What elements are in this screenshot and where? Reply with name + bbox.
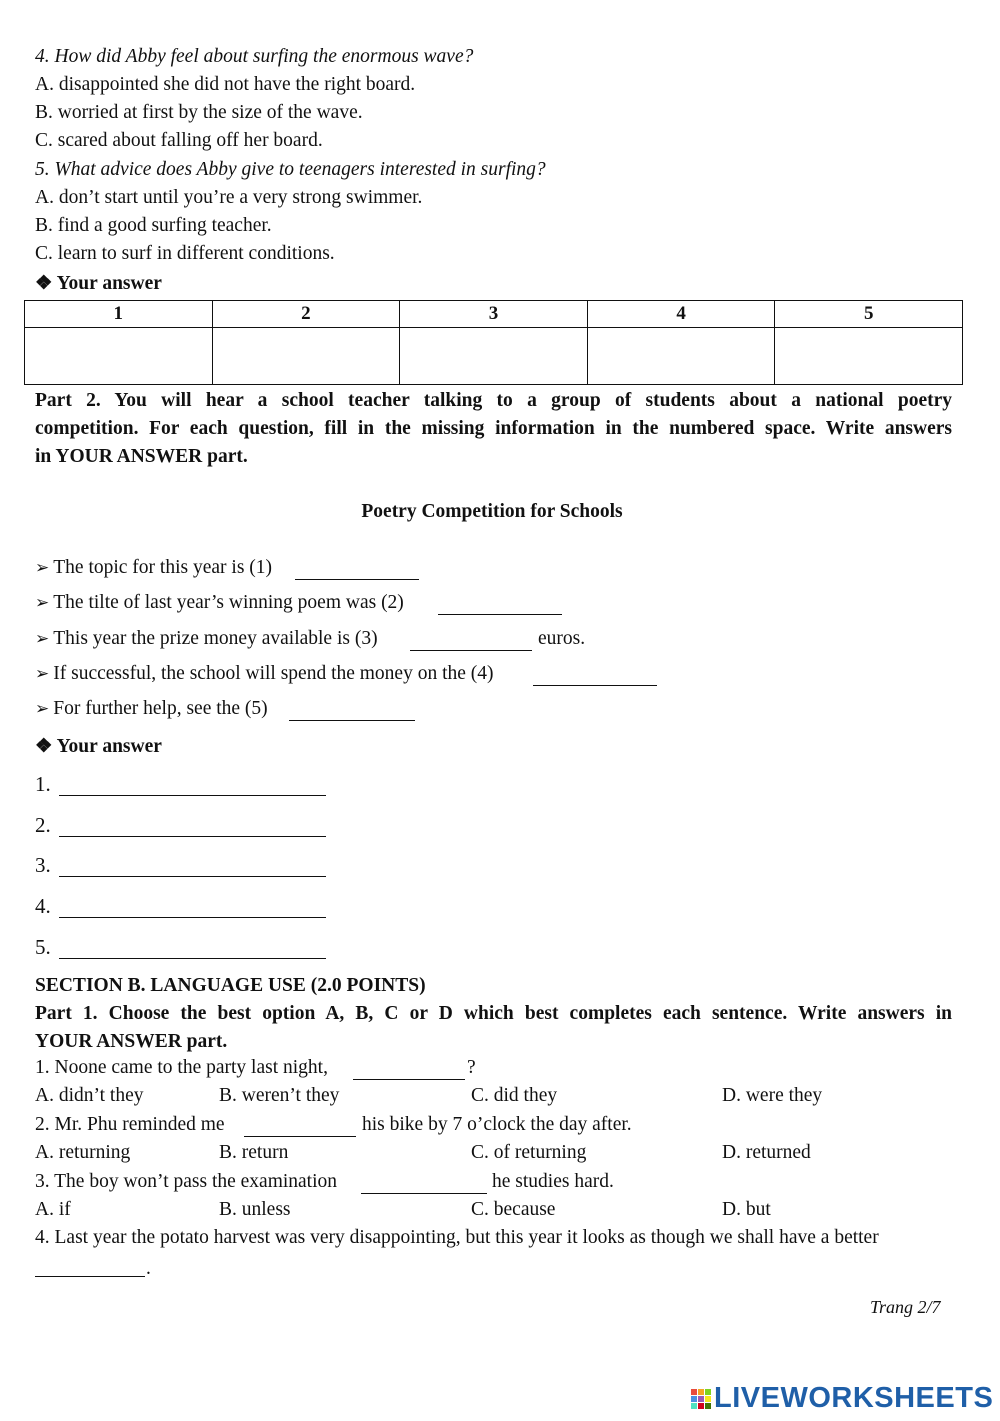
poetry-title: Poetry Competition for Schools <box>361 501 623 522</box>
poetry-item-1 <box>35 557 272 579</box>
q5-option-c: C. learn to surf in different conditions. <box>35 243 335 264</box>
answer-number: 3. <box>35 853 51 877</box>
answer-table-header: 5 <box>775 301 963 328</box>
poetry-item-text: For further help, see the (5) <box>53 698 268 719</box>
arrow-bullet-icon: ➢ <box>35 558 50 577</box>
answer-line-2[interactable] <box>59 836 326 837</box>
mc-q1-option-d[interactable]: D. were they <box>722 1085 823 1106</box>
answer-table <box>24 300 963 385</box>
answer-cell-2[interactable] <box>212 328 400 385</box>
mc-q2-option-b[interactable]: B. return <box>219 1142 289 1163</box>
answer-number: 1. <box>35 772 51 796</box>
mc-q3-option-d[interactable]: D. but <box>722 1199 771 1220</box>
mc-q2-option-c[interactable]: C. of returning <box>471 1142 587 1163</box>
mc-q1-option-a[interactable]: A. didn’t they <box>35 1085 144 1106</box>
your-answer-heading-2: ❖ Your answer <box>35 736 162 757</box>
mc-blank-1[interactable] <box>353 1079 465 1080</box>
poetry-item-3 <box>35 628 378 650</box>
mc-question-4-end: . <box>146 1258 151 1279</box>
mc-q2-option-a[interactable]: A. returning <box>35 1142 131 1163</box>
logo-text: LIVEWORKSHEETS <box>714 1382 994 1414</box>
q4-option-c: C. scared about falling off her board. <box>35 130 323 151</box>
arrow-bullet-icon: ➢ <box>35 629 50 648</box>
answer-line-5[interactable] <box>59 958 326 959</box>
blank-2[interactable] <box>438 614 562 615</box>
mc-q3-option-b[interactable]: B. unless <box>219 1199 291 1220</box>
mc-q2-option-d[interactable]: D. returned <box>722 1142 811 1163</box>
poetry-item-5 <box>35 698 268 720</box>
answer-number: 2. <box>35 813 51 837</box>
mc-blank-2[interactable] <box>244 1136 356 1137</box>
arrow-bullet-icon: ➢ <box>35 699 50 718</box>
answer-cell-1[interactable] <box>25 328 213 385</box>
blank-1[interactable] <box>295 579 419 580</box>
part1-instructions-line: YOUR ANSWER part. <box>35 1031 228 1052</box>
poetry-item-3-suffix: euros. <box>538 628 586 649</box>
mc-question-2-stem: 2. Mr. Phu reminded me <box>35 1114 225 1135</box>
mc-question-3-stem: 3. The boy won’t pass the examination <box>35 1171 338 1192</box>
q5-option-a: A. don’t start until you’re a very strong swimmer. <box>35 187 423 208</box>
poetry-item-text: The tilte of last year’s winning poem was (2) <box>53 592 404 613</box>
part2-instructions <box>35 387 952 471</box>
blank-4[interactable] <box>533 685 657 686</box>
mc-q3-option-c[interactable]: C. because <box>471 1199 556 1220</box>
q4-option-b: B. worried at first by the size of the wave. <box>35 102 363 123</box>
answer-line-4[interactable] <box>59 917 326 918</box>
mc-question-1-stem: 1. Noone came to the party last night, <box>35 1057 328 1078</box>
q4-option-a: A. disappointed she did not have the right board. <box>35 74 416 95</box>
arrow-bullet-icon: ➢ <box>35 664 50 683</box>
poetry-item-4 <box>35 663 494 685</box>
page-number: Trang 2/7 <box>870 1297 941 1317</box>
answer-number: 5. <box>35 935 51 959</box>
question-4: 4. How did Abby feel about surfing the enormous wave? <box>35 46 474 67</box>
answer-table-header: 2 <box>212 301 400 328</box>
poetry-item-text: This year the prize money available is (3) <box>53 628 378 649</box>
part2-instructions-line: competition. For each question, fill in the missing information in the numbered space. Write answers <box>35 418 952 439</box>
part1-instructions-line: Part 1. Choose the best option A, B, C or D which best completes each sentence. Write answers in <box>35 1003 952 1024</box>
answer-line-3[interactable] <box>59 876 326 877</box>
mc-q1-option-b[interactable]: B. weren’t they <box>219 1085 340 1106</box>
section-b-heading: SECTION B. LANGUAGE USE (2.0 POINTS) <box>35 975 426 996</box>
q5-option-b: B. find a good surfing teacher. <box>35 215 272 236</box>
blank-3[interactable] <box>410 650 532 651</box>
poetry-item-2 <box>35 592 404 614</box>
mc-question-4-stem: 4. Last year the potato harvest was very disappointing, but this year it looks as though we shall have a better <box>35 1227 879 1248</box>
answer-cell-5[interactable] <box>775 328 963 385</box>
section-b-part1-instructions <box>35 1000 952 1056</box>
arrow-bullet-icon: ➢ <box>35 593 50 612</box>
your-answer-heading-1: ❖ Your answer <box>35 273 162 294</box>
poetry-item-text: If successful, the school will spend the money on the (4) <box>53 663 494 684</box>
mc-question-2-end: his bike by 7 o’clock the day after. <box>362 1114 632 1135</box>
answer-number: 4. <box>35 894 51 918</box>
answer-table-header: 3 <box>400 301 588 328</box>
mc-blank-4[interactable] <box>35 1276 145 1277</box>
answer-table-header: 1 <box>25 301 213 328</box>
mc-question-1-end: ? <box>467 1057 476 1078</box>
answer-table-header: 4 <box>587 301 775 328</box>
part2-instructions-line: in YOUR ANSWER part. <box>35 446 248 467</box>
part2-instructions-line: Part 2. You will hear a school teacher talking to a group of students about a national poetry <box>35 390 952 411</box>
mc-question-3-end: he studies hard. <box>492 1171 614 1192</box>
blank-5[interactable] <box>289 720 415 721</box>
mc-blank-3[interactable] <box>361 1193 487 1194</box>
liveworksheets-logo <box>691 1382 993 1415</box>
mc-q3-option-a[interactable]: A. if <box>35 1199 71 1220</box>
answer-line-1[interactable] <box>59 795 326 796</box>
question-5: 5. What advice does Abby give to teenagers interested in surfing? <box>35 159 546 180</box>
answer-cell-3[interactable] <box>400 328 588 385</box>
mc-q1-option-c[interactable]: C. did they <box>471 1085 558 1106</box>
answer-cell-4[interactable] <box>587 328 775 385</box>
poetry-item-text: The topic for this year is (1) <box>53 557 273 578</box>
logo-tiles-icon <box>691 1389 711 1409</box>
